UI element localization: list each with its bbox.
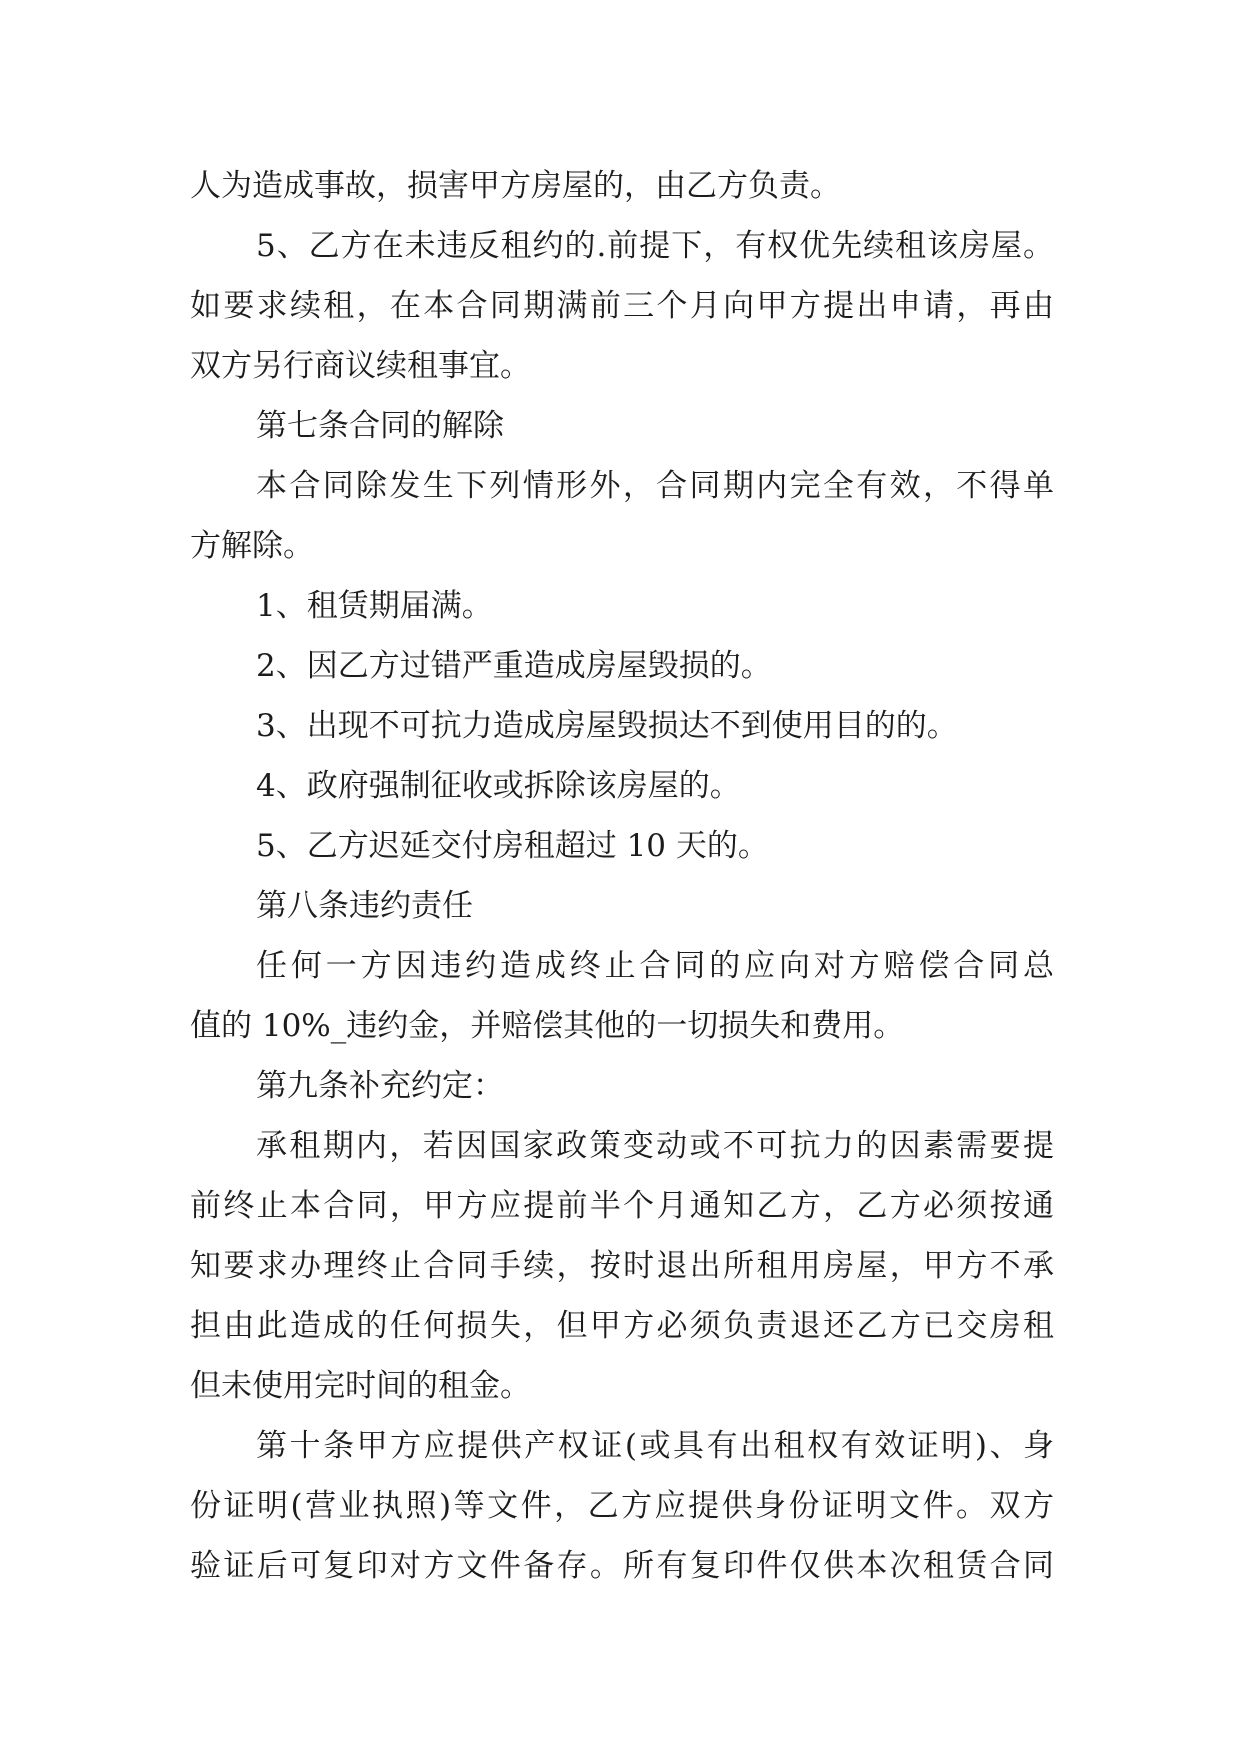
list-item-1: 1、租赁期届满。	[256, 588, 493, 624]
text-line-23: 份证明(营业执照)等文件，乙方应提供身份证明文件。双方	[190, 1488, 1054, 1524]
text-line-24: 验证后可复印对方文件备存。所有复印件仅供本次租赁合同	[190, 1548, 1054, 1584]
text-line-4: 双方另行商议续租事宜。	[190, 348, 531, 384]
text-line-19: 知要求办理终止合同手续，按时退出所租用房屋，甲方不承	[190, 1248, 1054, 1284]
list-item-3: 3、出现不可抗力造成房屋毁损达不到使用目的的。	[256, 708, 958, 744]
section-heading-7: 第七条合同的解除	[256, 408, 504, 444]
text-line-21: 但未使用完时间的租金。	[190, 1368, 531, 1404]
text-line-18: 前终止本合同，甲方应提前半个月通知乙方，乙方必须按通	[190, 1188, 1054, 1224]
list-item-4: 4、政府强制征收或拆除该房屋的。	[256, 768, 741, 804]
text-line-20: 担由此造成的任何损失，但甲方必须负责退还乙方已交房租	[190, 1308, 1054, 1344]
section-heading-9: 第九条补充约定：	[256, 1068, 504, 1104]
section-heading-10: 第十条甲方应提供产权证(或具有出租权有效证明)、身	[256, 1428, 1054, 1464]
section-heading-8: 第八条违约责任	[256, 888, 473, 924]
text-line-1: 人为造成事故，损害甲方房屋的，由乙方负责。	[190, 168, 841, 204]
text-line-7: 方解除。	[190, 528, 314, 564]
text-line-14: 任何一方因违约造成终止合同的应向对方赔偿合同总	[256, 948, 1054, 984]
list-item-5: 5、乙方迟延交付房租超过 10 天的。	[256, 828, 769, 864]
text-line-3: 如要求续租，在本合同期满前三个月向甲方提出申请，再由	[190, 288, 1054, 324]
text-line-17: 承租期内，若因国家政策变动或不可抗力的因素需要提	[256, 1128, 1054, 1164]
list-item-2: 2、因乙方过错严重造成房屋毁损的。	[256, 648, 772, 684]
text-line-2: 5、乙方在未违反租约的.前提下，有权优先续租该房屋。	[256, 228, 1054, 264]
text-line-6: 本合同除发生下列情形外，合同期内完全有效，不得单	[256, 468, 1054, 504]
text-line-15: 值的 10%_违约金，并赔偿其他的一切损失和费用。	[190, 1008, 905, 1044]
